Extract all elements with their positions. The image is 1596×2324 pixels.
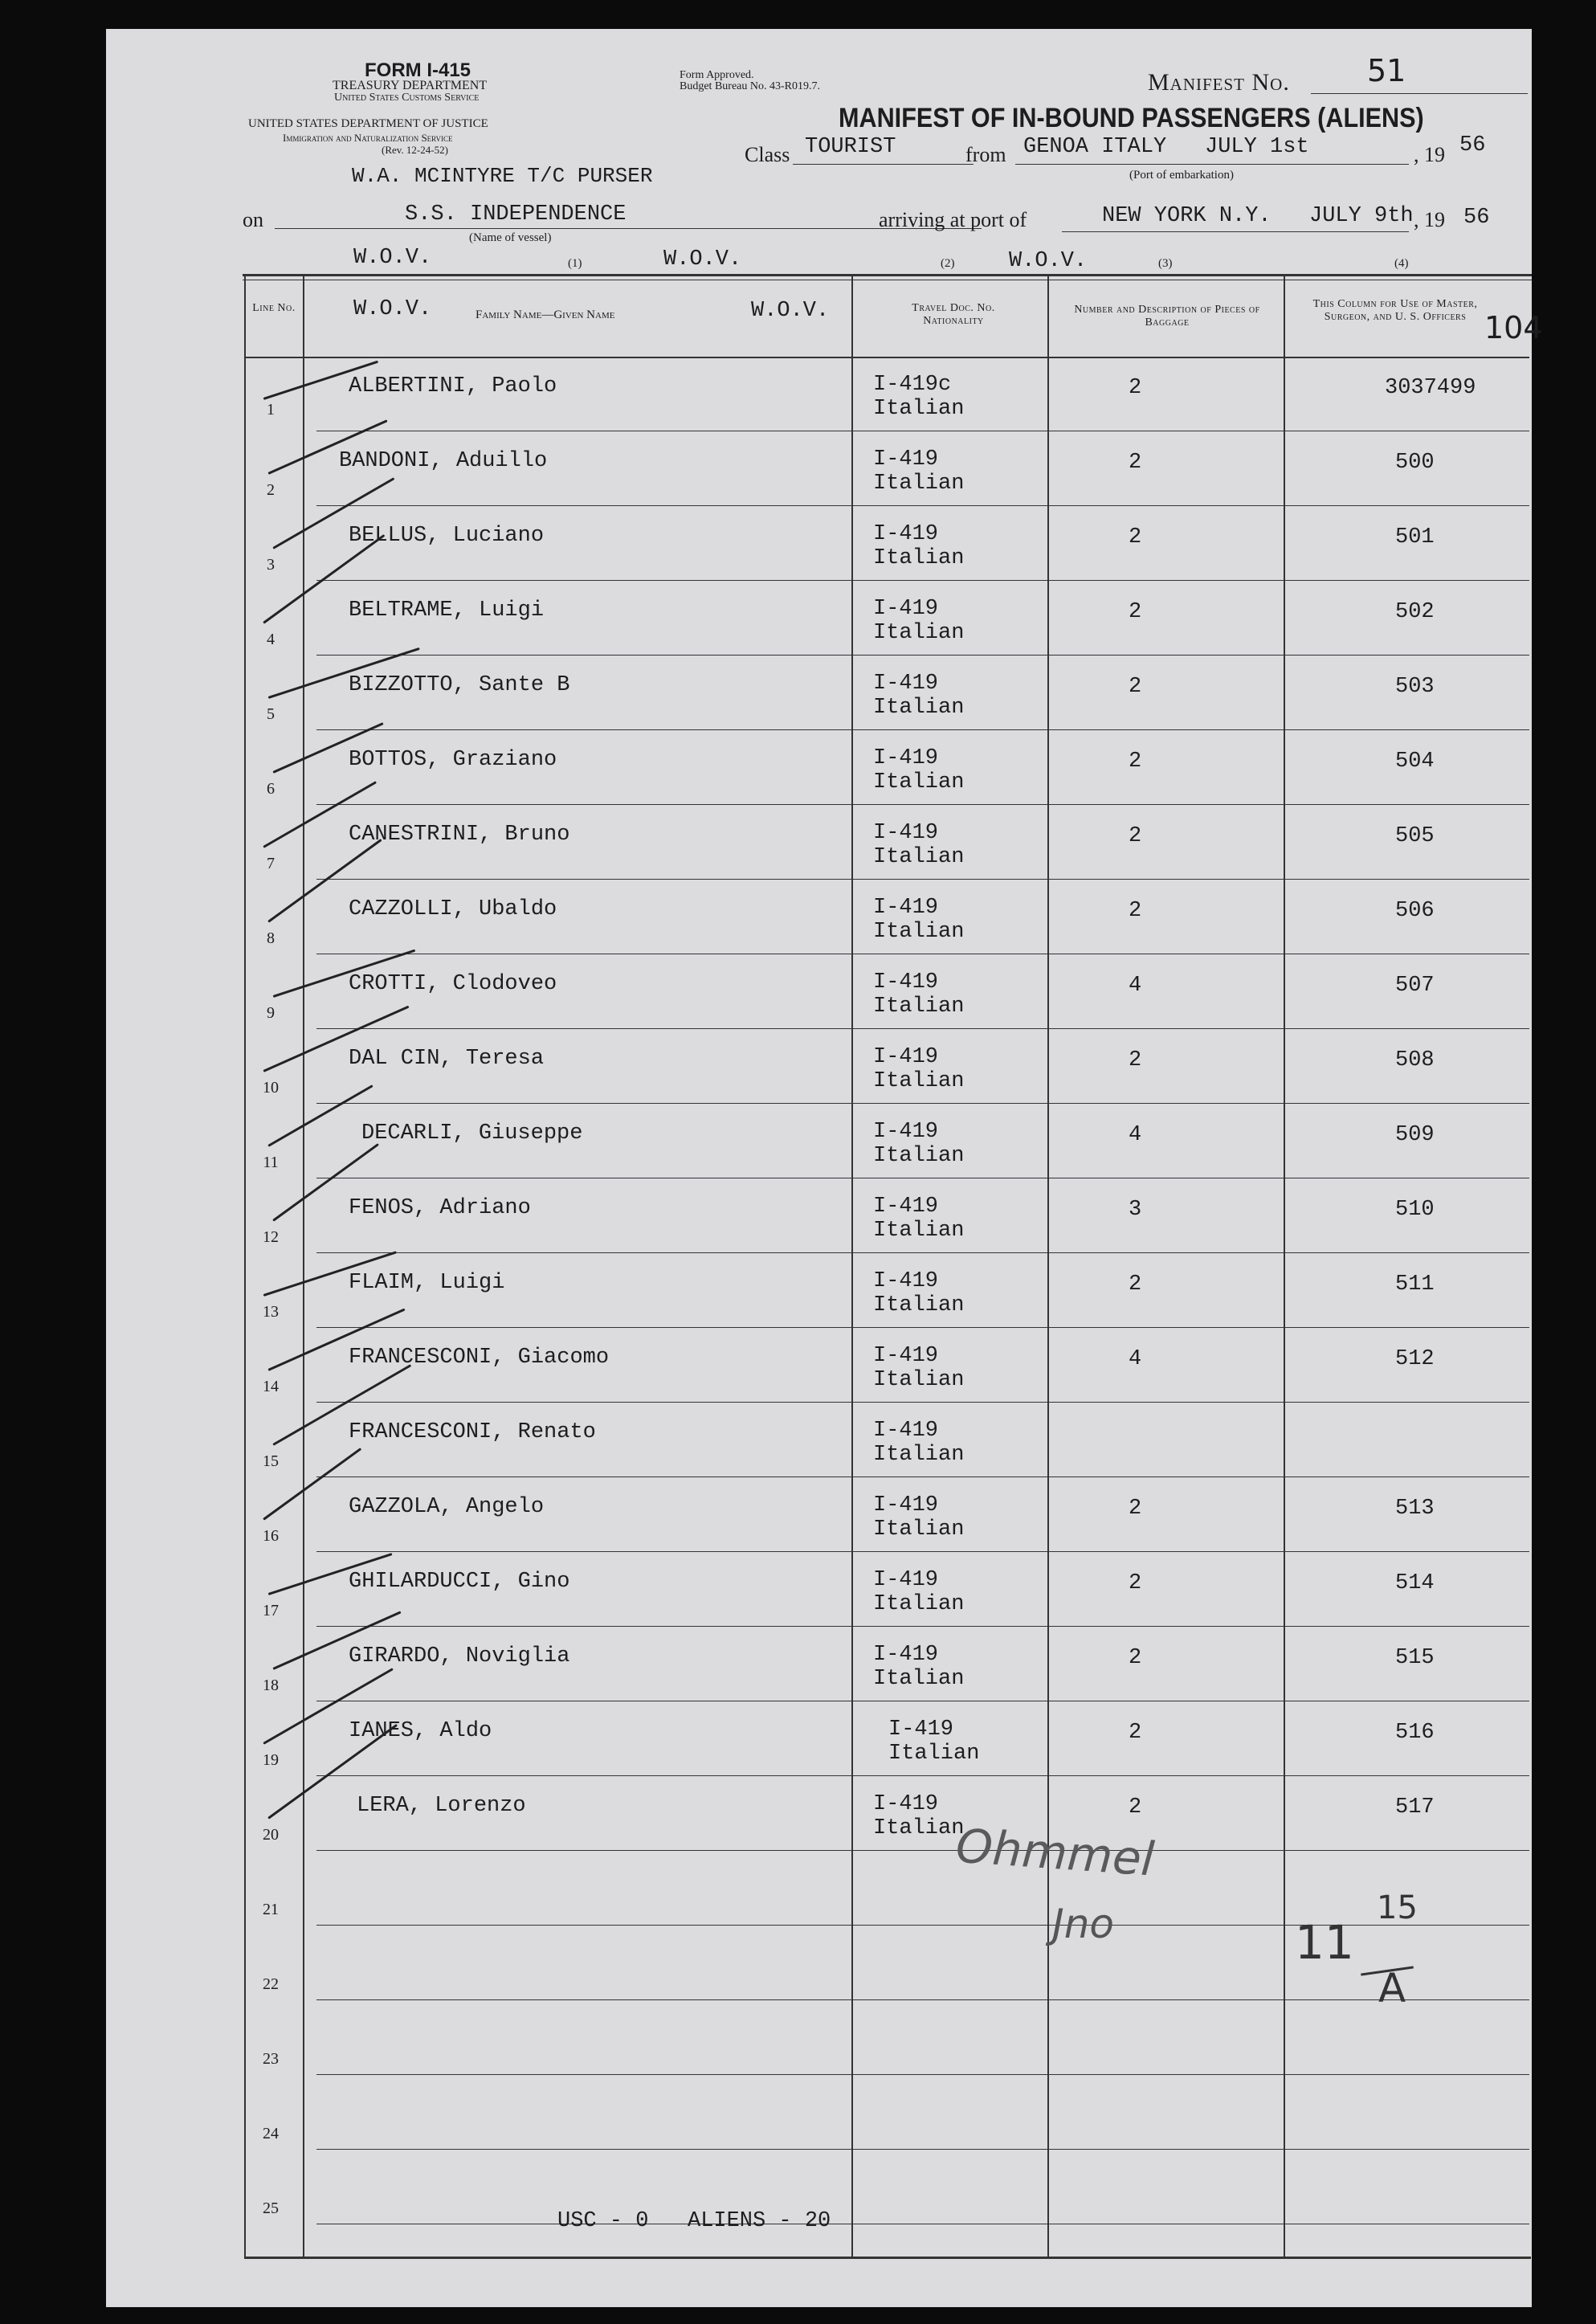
embarkation-port: GENOA ITALY bbox=[1023, 135, 1167, 159]
officer-reference: 511 bbox=[1395, 1272, 1435, 1297]
officer-reference: 506 bbox=[1395, 899, 1435, 923]
travel-doc-number: I-419 bbox=[888, 1717, 954, 1742]
passenger-name: BANDONI, Aduillo bbox=[339, 449, 548, 473]
nationality: Italian bbox=[873, 546, 965, 570]
nationality: Italian bbox=[873, 770, 965, 794]
passenger-name: LERA, Lorenzo bbox=[357, 1794, 526, 1818]
officers-note: 104 bbox=[1484, 310, 1543, 345]
form-approved: Form Approved. bbox=[680, 69, 754, 81]
travel-doc-number: I-419 bbox=[873, 1195, 939, 1219]
baggage-count: 2 bbox=[1129, 675, 1142, 699]
line-number: 20 bbox=[263, 1826, 279, 1844]
passenger-name: FRANCESCONI, Giacomo bbox=[349, 1346, 610, 1370]
line-number: 7 bbox=[267, 855, 275, 872]
baggage-count: 2 bbox=[1129, 749, 1142, 774]
baggage-count: 2 bbox=[1129, 525, 1142, 549]
travel-doc-number: I-419 bbox=[873, 1568, 939, 1592]
header-baggage: Number and Description of Pieces of Baggage bbox=[1074, 304, 1260, 329]
from-label: from bbox=[965, 143, 1006, 166]
travel-doc-number: I-419 bbox=[873, 1493, 939, 1517]
column-number: (1) bbox=[568, 257, 582, 270]
travel-doc-number: I-419 bbox=[873, 1643, 939, 1667]
line-number: 18 bbox=[263, 1677, 279, 1694]
embarkation-year-prefix: , 19 bbox=[1414, 143, 1445, 166]
travel-doc-number: I-419 bbox=[873, 597, 939, 621]
table-row bbox=[106, 581, 1532, 656]
nationality: Italian bbox=[873, 920, 965, 944]
form-number: FORM I-415 bbox=[365, 59, 471, 81]
table-row bbox=[106, 1253, 1532, 1328]
nationality: Italian bbox=[873, 1517, 965, 1542]
officer-reference: 503 bbox=[1395, 675, 1435, 699]
passenger-name: IANES, Aldo bbox=[349, 1719, 492, 1743]
manifest-title: MANIFEST OF IN-BOUND PASSENGERS (ALIENS) bbox=[839, 103, 1424, 133]
passenger-name: FRANCESCONI, Renato bbox=[349, 1420, 596, 1444]
officer-reference: 508 bbox=[1395, 1048, 1435, 1072]
line-number: 24 bbox=[263, 2125, 279, 2142]
form-dept: TREASURY DEPARTMENT bbox=[333, 79, 488, 92]
baggage-count: 2 bbox=[1129, 824, 1142, 848]
travel-doc-number: I-419 bbox=[873, 746, 939, 770]
nationality: Italian bbox=[873, 1592, 965, 1616]
baggage-count: 2 bbox=[1129, 1721, 1142, 1745]
header-name: Family Name—Given Name bbox=[476, 308, 615, 321]
line-number: 16 bbox=[263, 1527, 279, 1545]
form-service: United States Customs Service bbox=[334, 92, 480, 104]
baggage-count: 4 bbox=[1129, 1347, 1142, 1371]
baggage-count: 2 bbox=[1129, 1795, 1142, 1820]
handwritten-time-hours: 11 bbox=[1295, 1915, 1354, 1970]
table-row bbox=[106, 805, 1532, 880]
manifest-number-label: Manifest No. bbox=[1148, 69, 1290, 96]
nationality: Italian bbox=[873, 1293, 965, 1317]
table-row bbox=[106, 1403, 1532, 1477]
nationality: Italian bbox=[873, 845, 965, 869]
table-row bbox=[106, 506, 1532, 581]
passenger-name: CANESTRINI, Bruno bbox=[349, 823, 570, 847]
nationality: Italian bbox=[873, 621, 965, 645]
arrival-year: 56 bbox=[1463, 206, 1490, 230]
officer-reference: 504 bbox=[1395, 749, 1435, 774]
baggage-count: 2 bbox=[1129, 899, 1142, 923]
table-row bbox=[106, 431, 1532, 506]
baggage-count: 2 bbox=[1129, 1571, 1142, 1595]
table-row bbox=[106, 1029, 1532, 1104]
table-row bbox=[106, 954, 1532, 1029]
officer-reference: 515 bbox=[1395, 1646, 1435, 1670]
officer-reference: 509 bbox=[1395, 1123, 1435, 1147]
travel-doc-number: I-419 bbox=[873, 1344, 939, 1368]
column-number: (2) bbox=[941, 257, 955, 270]
table-row bbox=[106, 2000, 1532, 2075]
line-number: 23 bbox=[263, 2050, 279, 2068]
passenger-name: BIZZOTTO, Sante B bbox=[349, 673, 570, 697]
handwritten-signature: Ohmmel bbox=[953, 1818, 1157, 1887]
wov-stamp: W.O.V. bbox=[663, 247, 742, 272]
officer-reference: 516 bbox=[1395, 1721, 1435, 1745]
table-row bbox=[106, 656, 1532, 730]
line-number: 4 bbox=[267, 631, 275, 648]
baggage-count: 4 bbox=[1129, 1123, 1142, 1147]
travel-doc-number: I-419 bbox=[873, 1269, 939, 1293]
baggage-count: 2 bbox=[1129, 600, 1142, 624]
nationality: Italian bbox=[873, 1816, 965, 1840]
line-number: 1 bbox=[267, 401, 275, 419]
table-row bbox=[106, 2075, 1532, 2150]
travel-doc-number: I-419 bbox=[873, 672, 939, 696]
passenger-name: GAZZOLA, Angelo bbox=[349, 1495, 545, 1519]
nationality: Italian bbox=[873, 995, 965, 1019]
travel-doc-number: I-419 bbox=[873, 1419, 939, 1443]
officer-reference: 502 bbox=[1395, 600, 1435, 624]
passenger-name: DAL CIN, Teresa bbox=[349, 1047, 545, 1071]
form-rev: (Rev. 12-24-52) bbox=[382, 144, 448, 156]
table-row bbox=[106, 1552, 1532, 1627]
baggage-count: 2 bbox=[1129, 451, 1142, 475]
wov-stamp: W.O.V. bbox=[1009, 249, 1088, 273]
line-number: 17 bbox=[263, 1602, 279, 1619]
header-officers: This Column for Use of Master, Surgeon, and U. S. Officers bbox=[1312, 298, 1478, 323]
arrival-port: NEW YORK N.Y. bbox=[1102, 204, 1271, 228]
line-number: 10 bbox=[263, 1079, 279, 1097]
table-row bbox=[106, 1701, 1532, 1776]
nationality: Italian bbox=[873, 696, 965, 720]
passenger-name: BELTRAME, Luigi bbox=[349, 598, 545, 623]
table-row bbox=[106, 1477, 1532, 1552]
table-row bbox=[106, 357, 1532, 431]
line-number: 8 bbox=[267, 929, 275, 947]
handwritten-initials: Jno bbox=[1052, 1901, 1115, 1947]
nationality: Italian bbox=[873, 1069, 965, 1093]
travel-doc-number: I-419 bbox=[873, 1120, 939, 1144]
baggage-count: 2 bbox=[1129, 1646, 1142, 1670]
officer-reference: 501 bbox=[1395, 525, 1435, 549]
officer-reference: 513 bbox=[1395, 1497, 1435, 1521]
line-number: 19 bbox=[263, 1751, 279, 1769]
on-label: on bbox=[243, 208, 263, 231]
line-number: 15 bbox=[263, 1452, 279, 1470]
nationality: Italian bbox=[888, 1742, 980, 1766]
vessel-caption: (Name of vessel) bbox=[469, 231, 552, 244]
line-number: 14 bbox=[263, 1378, 279, 1395]
passenger-name: FLAIM, Luigi bbox=[349, 1271, 505, 1295]
travel-doc-number: I-419c bbox=[873, 373, 952, 397]
table-row bbox=[106, 1178, 1532, 1253]
line-number: 9 bbox=[267, 1004, 275, 1022]
travel-doc-number: I-419 bbox=[873, 821, 939, 845]
officer-reference: 505 bbox=[1395, 824, 1435, 848]
officer-reference: 507 bbox=[1395, 974, 1435, 998]
baggage-count: 2 bbox=[1129, 1272, 1142, 1297]
nationality: Italian bbox=[873, 1443, 965, 1467]
officer-reference: 517 bbox=[1395, 1795, 1435, 1820]
manifest-number: 51 bbox=[1367, 53, 1406, 88]
nationality: Italian bbox=[873, 397, 965, 421]
line-number: 25 bbox=[263, 2199, 279, 2217]
purser-name: W.A. MCINTYRE T/C PURSER bbox=[352, 164, 653, 188]
nationality: Italian bbox=[873, 1667, 965, 1691]
table-row bbox=[106, 1328, 1532, 1403]
port-caption: (Port of embarkation) bbox=[1129, 169, 1234, 182]
nationality: Italian bbox=[873, 472, 965, 496]
header-line-no: Line No. bbox=[252, 302, 296, 314]
embarkation-date: JULY 1st bbox=[1205, 135, 1309, 159]
wov-stamp: W.O.V. bbox=[353, 246, 432, 270]
passenger-name: GIRARDO, Noviglia bbox=[349, 1644, 570, 1668]
baggage-count: 2 bbox=[1129, 1497, 1142, 1521]
line-number: 5 bbox=[267, 705, 275, 723]
handwritten-time-suffix: A bbox=[1378, 1965, 1406, 2012]
officer-reference: 500 bbox=[1395, 451, 1435, 475]
nationality: Italian bbox=[873, 1219, 965, 1243]
class-label: Class bbox=[745, 143, 790, 166]
passenger-name: DECARLI, Giuseppe bbox=[361, 1121, 583, 1146]
officer-reference: 3037499 bbox=[1385, 376, 1476, 400]
line-number: 21 bbox=[263, 1901, 279, 1918]
header-wov-right: W.O.V. bbox=[751, 299, 830, 323]
travel-doc-number: I-419 bbox=[873, 1045, 939, 1069]
line-number: 11 bbox=[263, 1154, 279, 1171]
class-value: TOURIST bbox=[805, 135, 896, 159]
column-number: (4) bbox=[1394, 257, 1409, 270]
line-number: 2 bbox=[267, 481, 275, 499]
travel-doc-number: I-419 bbox=[873, 447, 939, 472]
nationality: Italian bbox=[873, 1144, 965, 1168]
form-ins: Immigration and Naturalization Service bbox=[283, 132, 453, 144]
baggage-count: 2 bbox=[1129, 376, 1142, 400]
form-justice: UNITED STATES DEPARTMENT OF JUSTICE bbox=[248, 117, 488, 130]
passenger-name: ALBERTINI, Paolo bbox=[349, 374, 557, 398]
passenger-name: BOTTOS, Graziano bbox=[349, 748, 557, 772]
header-wov-left: W.O.V. bbox=[353, 297, 432, 321]
baggage-count: 2 bbox=[1129, 1048, 1142, 1072]
manifest-page bbox=[106, 29, 1543, 2307]
vessel-name: S.S. INDEPENDENCE bbox=[405, 202, 627, 227]
travel-doc-number: I-419 bbox=[873, 1792, 939, 1816]
officer-reference: 510 bbox=[1395, 1198, 1435, 1222]
passenger-name: CAZZOLLI, Ubaldo bbox=[349, 897, 557, 921]
nationality: Italian bbox=[873, 1368, 965, 1392]
handwritten-time-minutes: 15 bbox=[1377, 1889, 1418, 1926]
table-row bbox=[106, 1627, 1532, 1701]
passenger-name: CROTTI, Clodoveo bbox=[349, 972, 557, 996]
line-number: 13 bbox=[263, 1303, 279, 1321]
arrival-year-prefix: , 19 bbox=[1414, 208, 1445, 231]
passenger-name: BELLUS, Luciano bbox=[349, 524, 545, 548]
baggage-count: 3 bbox=[1129, 1198, 1142, 1222]
table-row bbox=[106, 880, 1532, 954]
embarkation-year: 56 bbox=[1459, 133, 1486, 157]
line-number: 22 bbox=[263, 1975, 279, 1993]
footer-aliens: ALIENS - 20 bbox=[688, 2209, 831, 2233]
travel-doc-number: I-419 bbox=[873, 896, 939, 920]
footer-usc: USC - 0 bbox=[557, 2209, 649, 2233]
header-travel-doc: Travel Doc. No. Nationality bbox=[912, 302, 995, 327]
baggage-count: 4 bbox=[1129, 974, 1142, 998]
budget-bureau: Budget Bureau No. 43-R019.7. bbox=[680, 80, 820, 92]
travel-doc-number: I-419 bbox=[873, 970, 939, 995]
officer-reference: 514 bbox=[1395, 1571, 1435, 1595]
officer-reference: 512 bbox=[1395, 1347, 1435, 1371]
line-number: 6 bbox=[267, 780, 275, 798]
line-number: 12 bbox=[263, 1228, 279, 1246]
column-number: (3) bbox=[1158, 257, 1173, 270]
line-number: 3 bbox=[267, 556, 275, 574]
arrival-date: JULY 9th bbox=[1309, 204, 1414, 228]
travel-doc-number: I-419 bbox=[873, 522, 939, 546]
passenger-name: GHILARDUCCI, Gino bbox=[349, 1570, 570, 1594]
arriving-label: arriving at port of bbox=[879, 208, 1027, 231]
table-row bbox=[106, 1776, 1532, 1851]
passenger-name: FENOS, Adriano bbox=[349, 1196, 531, 1220]
table-row bbox=[106, 730, 1532, 805]
